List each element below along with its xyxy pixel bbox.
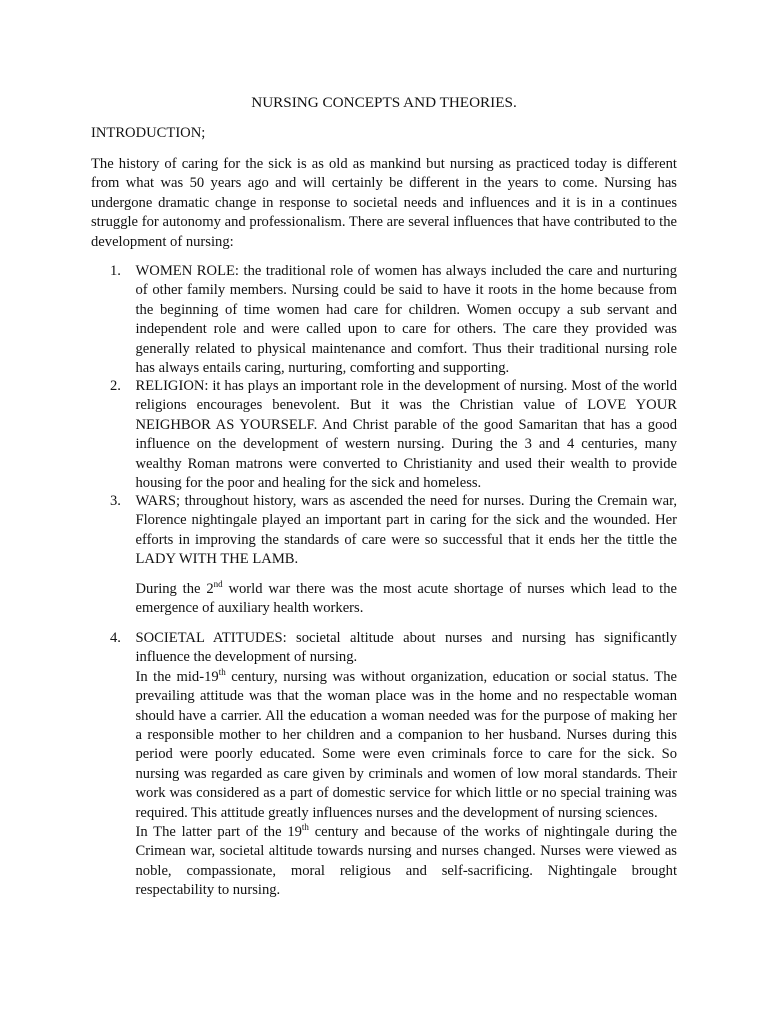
text-run: century, nursing was without organization, education or social status. The prevailing attitude was that the woman place was in the home and no respectable woman should have a carrier. All the education a woman needed was for the purpose of making her a responsible mother to her children and a companion to her husband. Nurses during this period were poorly educated. Some were even criminals force to care for the sick. So nursing was regarded as care given by criminals and women of low moral standards. Their work was considered as a part of domestic service for which little or no special training was required. This attitude greatly influences nurses and the development of nursing sciences. xyxy=(135,668,677,821)
text-run: century and because of the works of nightingale during the Crimean war, societal altitude towards nursing and nurses changed. Nurses were viewed as noble, compassionate, moral religious and self-sacrificing. Nightingale brought respectability to nursing. xyxy=(135,824,677,899)
list-item-text: RELIGION: it has plays an important role in the development of nursing. Most of the world religions encourages benevolent. But it was the Christian value of LOVE YOUR NEIGHBOR AS YOURSELF. And Christ parable of the good Samaritan that has a good influence on the development of western nursing. During the 3 and 4 centuries, many wealthy Roman matrons were converted to Christianity and used their wealth to provide housing for the poor and healing for the sick and homeless. xyxy=(135,378,677,492)
superscript: nd xyxy=(213,579,223,590)
societal-attitudes-intro: SOCIETAL ATITUDES: societal altitude about nurses and nursing has significantly influence the development of nursing. xyxy=(135,630,677,666)
text-run: In the mid-19 xyxy=(135,668,219,685)
list-item-text: WOMEN ROLE: the traditional role of women has always included the care and nurturing of other family members. Nursing could be said to have it roots in the home because from the beginning of time women had care for children. Women occupy a sub servant and independent role and were called upon to care for others. The care they provided was generally related to physical maintenance and comfort. Thus their traditional nursing role has always entails caring, nurturing, comforting and supporting. xyxy=(135,263,677,377)
list-item-text: WARS; throughout history, wars as ascended the need for nurses. During the Cremain war, Florence nightingale played an important part in caring for the sick and the wounded. Her efforts in improving the standards of care were so successful that it ends her the tittle the LADY WITH THE LAMB. xyxy=(135,493,677,568)
world-war-paragraph xyxy=(136,580,678,619)
latter-19th-century-paragraph xyxy=(136,823,678,901)
document-title: NURSING CONCEPTS AND THEORIES. xyxy=(251,94,517,111)
mid-19th-century-paragraph xyxy=(136,668,678,823)
list-number: 1. xyxy=(110,263,121,279)
intro-heading: INTRODUCTION; xyxy=(91,125,206,141)
superscript: th xyxy=(218,666,226,677)
text-run: world war there was the most acute shortage of nurses which lead to the emergence of auxiliary health workers. xyxy=(135,581,677,617)
list-number: 2. xyxy=(110,378,121,394)
intro-paragraph: The history of caring for the sick is as old as mankind but nursing as practiced today is different from what was 50 years ago and will certainly be different in the years to come. Nursing has undergone dramatic change in response to societal needs and influences and it is in a continues struggle for autonomy and professionalism. There are several influences that have contributed to the development of nursing: xyxy=(91,156,677,250)
text-run: In The latter part of the 19 xyxy=(135,824,302,841)
text-run: During the 2 xyxy=(135,581,214,597)
list-item-text xyxy=(136,629,678,901)
superscript: th xyxy=(301,822,309,833)
list-number: 4. xyxy=(110,630,121,646)
list-number: 3. xyxy=(110,493,121,509)
